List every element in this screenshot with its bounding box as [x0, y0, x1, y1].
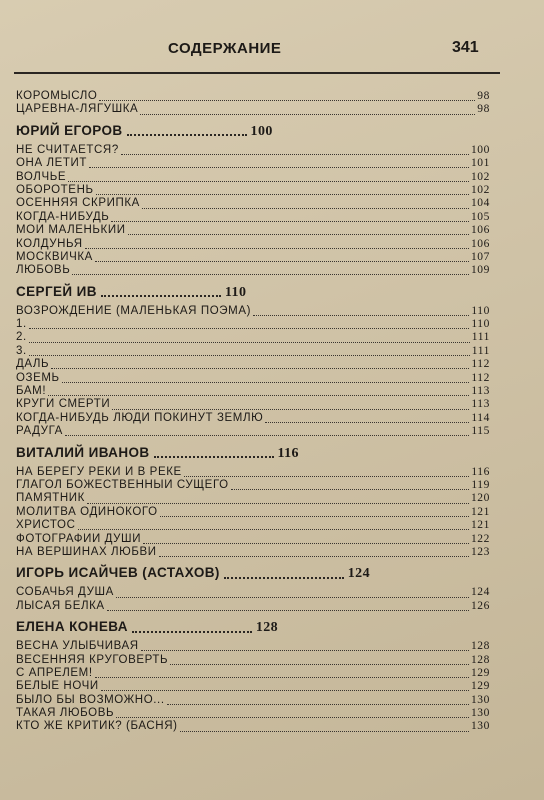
toc-entry — [16, 519, 490, 532]
author-page: 100 — [250, 123, 273, 139]
dot-leader — [78, 521, 469, 530]
dot-leader — [68, 173, 469, 182]
toc-entry — [16, 506, 490, 519]
toc-entry — [16, 640, 490, 653]
entry-page: 112 — [471, 358, 490, 371]
toc-entry — [16, 707, 490, 720]
toc-entry — [16, 654, 490, 667]
toc-entry — [16, 372, 490, 385]
toc-entry — [16, 412, 490, 425]
entry-title: ПАМЯТНИК — [16, 492, 85, 505]
toc-entry — [16, 184, 490, 197]
entry-title: НЕ СЧИТАЕТСЯ? — [16, 143, 119, 156]
author-page: 116 — [277, 445, 299, 461]
entry-page: 120 — [470, 492, 490, 505]
entry-title: КОЛДУНЬЯ — [16, 237, 83, 250]
toc-entry — [16, 479, 490, 492]
dot-leader — [184, 468, 470, 477]
dot-leader — [121, 146, 469, 155]
entry-title: НА ВЕРШИНАХ ЛЮБВИ — [16, 545, 157, 558]
entry-page: 98 — [477, 90, 490, 102]
entry-title: КТО ЖЕ КРИТИК? (БАСНЯ) — [16, 720, 178, 733]
toc-entry — [16, 171, 490, 184]
entry-page: 124 — [470, 586, 490, 599]
entry-title: КОГДА-НИБУДЬ ЛЮДИ ПОКИНУТ ЗЕМЛЮ — [16, 411, 264, 424]
toc-entry — [16, 546, 490, 559]
entry-title: ОСЕННЯЯ СКРИПКА — [16, 197, 140, 210]
dot-leader — [127, 125, 247, 136]
entry-title: ВОЗРОЖДЕНИЕ (МАЛЕНЬКАЯ ПОЭМА) — [16, 304, 252, 317]
dot-leader — [89, 159, 469, 168]
dot-leader — [116, 709, 469, 718]
entry-page: 110 — [471, 304, 490, 317]
author-page: 110 — [224, 284, 247, 300]
dot-leader — [116, 589, 469, 598]
toc-entry — [16, 345, 490, 358]
dot-leader — [95, 253, 469, 262]
entry-page: 105 — [470, 210, 490, 223]
entry-page: 122 — [470, 532, 490, 545]
entry-title: ВЕСЕННЯЯ КРУГОВЕРТЬ — [16, 653, 169, 666]
dot-leader — [72, 266, 469, 275]
toc-entry — [16, 264, 490, 277]
page-header — [0, 40, 544, 66]
entry-page: 112 — [471, 371, 490, 384]
entry-title: ЛЮБОВЬ — [16, 264, 71, 277]
dot-leader — [87, 495, 469, 504]
entry-title: 2. — [16, 331, 27, 344]
entry-page: 111 — [471, 344, 490, 357]
entry-title: ФОТОГРАФИИ ДУШИ — [16, 532, 142, 545]
header-rule — [14, 72, 500, 74]
dot-leader — [253, 307, 469, 316]
toc-entry — [16, 694, 490, 707]
toc-entry — [16, 586, 490, 599]
entry-page: 115 — [471, 425, 490, 438]
author-heading — [16, 617, 490, 637]
dot-leader — [65, 427, 469, 436]
dot-leader — [99, 92, 475, 101]
entry-title: ВОЛЧЬЕ — [16, 170, 67, 183]
entry-page: 113 — [471, 385, 490, 398]
dot-leader — [62, 374, 470, 383]
entry-page: 129 — [470, 666, 490, 679]
entry-page: 107 — [470, 250, 490, 263]
entry-title: БЫЛО БЫ ВОЗМОЖНО... — [16, 693, 165, 706]
entry-page: 101 — [470, 157, 490, 170]
toc-entry — [16, 492, 490, 505]
author-name: ЕЛЕНА КОНЕВА — [16, 619, 128, 635]
entry-title: МОСКВИЧКА — [16, 250, 93, 263]
toc-entry — [16, 680, 490, 693]
entry-page: 119 — [471, 478, 490, 491]
entry-title: РАДУГА — [16, 425, 63, 438]
dot-leader — [224, 568, 344, 579]
dot-leader — [170, 656, 469, 665]
entry-page: 128 — [470, 653, 490, 666]
entry-title: ТАКАЯ ЛЮБОВЬ — [16, 707, 115, 720]
toc-entry — [16, 103, 490, 116]
author-name: ЮРИЙ ЕГОРОВ — [16, 122, 123, 138]
dot-leader — [140, 106, 475, 115]
entry-title: КОГДА-НИБУДЬ — [16, 210, 110, 223]
dot-leader — [85, 240, 469, 249]
toc-entry — [16, 466, 490, 479]
toc-entry — [16, 157, 490, 170]
dot-leader — [180, 723, 469, 732]
entry-title: КРУГИ СМЕРТИ — [16, 398, 111, 411]
toc-entry — [16, 318, 490, 331]
author-name: СЕРГЕЙ ИВ — [16, 283, 97, 299]
dot-leader — [51, 360, 469, 369]
entry-page: 102 — [470, 183, 490, 196]
dot-leader — [96, 186, 469, 195]
entry-page: 109 — [470, 264, 490, 277]
entry-title: БЕЛЫЕ НОЧИ — [16, 680, 99, 693]
entry-page: 121 — [470, 505, 490, 518]
author-section — [16, 617, 490, 734]
author-section — [16, 282, 490, 439]
dot-leader — [160, 508, 469, 517]
dot-leader — [101, 286, 221, 297]
entry-page: 110 — [471, 318, 490, 331]
entry-page: 128 — [470, 640, 490, 653]
dot-leader — [141, 642, 469, 651]
toc-entry — [16, 90, 490, 103]
entry-title: 3. — [16, 344, 27, 357]
entry-title: БАМ! — [16, 385, 47, 398]
dot-leader — [101, 682, 469, 691]
entry-title: МОЛИТВА ОДИНОКОГО — [16, 505, 158, 518]
entry-title: ХРИСТОС — [16, 519, 76, 532]
entry-title: ДАЛЬ — [16, 358, 50, 371]
entry-title: С АПРЕЛЕМ! — [16, 666, 93, 679]
dot-leader — [95, 669, 469, 678]
entry-title: ЦАРЕВНА-ЛЯГУШКА — [16, 103, 139, 116]
entry-page: 130 — [470, 720, 490, 733]
toc-entry — [16, 305, 490, 318]
author-name: ИГОРЬ ИСАЙЧЕВ (АСТАХОВ) — [16, 565, 220, 581]
author-page: 128 — [255, 620, 279, 636]
toc-entry — [16, 533, 490, 546]
dot-leader — [107, 602, 469, 611]
entry-title: ОБОРОТЕНЬ — [16, 183, 94, 196]
dot-leader — [128, 226, 469, 235]
dot-leader — [143, 535, 469, 544]
entry-page: 123 — [470, 545, 490, 558]
author-heading — [16, 121, 490, 141]
dot-leader — [159, 548, 469, 557]
author-section — [16, 443, 490, 560]
entry-page: 114 — [471, 411, 490, 424]
toc-entry — [16, 667, 490, 680]
prelude-entries — [16, 90, 490, 117]
entry-title: КОРОМЫСЛО — [16, 90, 98, 102]
entry-title: МОЙ МАЛЕНЬКИЙ — [16, 224, 126, 237]
entry-title: ВЕСНА УЛЫБЧИВАЯ — [16, 640, 139, 653]
toc-entry — [16, 238, 490, 251]
entry-title: ОНА ЛЕТИТ — [16, 157, 88, 170]
entry-page: 121 — [470, 519, 490, 532]
toc-entry — [16, 385, 490, 398]
toc-entry — [16, 358, 490, 371]
entry-page: 106 — [470, 237, 490, 250]
table-of-contents — [16, 90, 490, 736]
dot-leader — [154, 447, 274, 458]
author-heading — [16, 563, 490, 583]
entry-page: 113 — [471, 398, 490, 411]
toc-entry — [16, 251, 490, 264]
dot-leader — [29, 347, 470, 356]
toc-entry — [16, 331, 490, 344]
toc-entry — [16, 144, 490, 157]
author-heading — [16, 282, 490, 302]
toc-entry — [16, 600, 490, 613]
entry-title: ГЛАГОЛ БОЖЕСТВЕННЫЙ СУЩЕГО — [16, 478, 229, 491]
dot-leader — [265, 414, 469, 423]
entry-page: 130 — [470, 693, 490, 706]
entry-page: 106 — [470, 224, 490, 237]
entry-page: 129 — [470, 680, 490, 693]
entry-title: СОБАЧЬЯ ДУША — [16, 586, 114, 599]
author-heading — [16, 443, 490, 463]
dot-leader — [231, 481, 470, 490]
entry-title: ЛЫСАЯ БЕЛКА — [16, 599, 105, 612]
author-section — [16, 121, 490, 278]
toc-entry — [16, 720, 490, 733]
entry-page: 104 — [470, 197, 490, 210]
dot-leader — [167, 696, 469, 705]
toc-entry — [16, 425, 490, 438]
entry-page: 100 — [470, 143, 490, 156]
toc-entry — [16, 398, 490, 411]
entry-title: НА БЕРЕГУ РЕКИ И В РЕКЕ — [16, 465, 182, 478]
author-page: 124 — [347, 566, 370, 582]
author-section — [16, 563, 490, 613]
dot-leader — [29, 334, 470, 343]
entry-page: 111 — [471, 331, 490, 344]
page-number: 341 — [452, 39, 479, 56]
toc-entry — [16, 211, 490, 224]
dot-leader — [48, 387, 469, 396]
author-name: ВИТАЛИЙ ИВАНОВ — [16, 444, 150, 460]
entry-title: 1. — [16, 318, 27, 331]
entry-title: ОЗЕМЬ — [16, 371, 60, 384]
entry-page: 130 — [470, 707, 490, 720]
dot-leader — [112, 401, 469, 410]
entry-page: 98 — [477, 103, 490, 116]
dot-leader — [111, 213, 468, 222]
page-title: СОДЕРЖАНИЕ — [168, 40, 282, 57]
entry-page: 126 — [470, 599, 490, 612]
dot-leader — [142, 200, 469, 209]
dot-leader — [132, 622, 252, 633]
entry-page: 102 — [470, 170, 490, 183]
toc-entry — [16, 224, 490, 237]
toc-entry — [16, 197, 490, 210]
dot-leader — [29, 320, 470, 329]
entry-page: 116 — [471, 465, 490, 478]
